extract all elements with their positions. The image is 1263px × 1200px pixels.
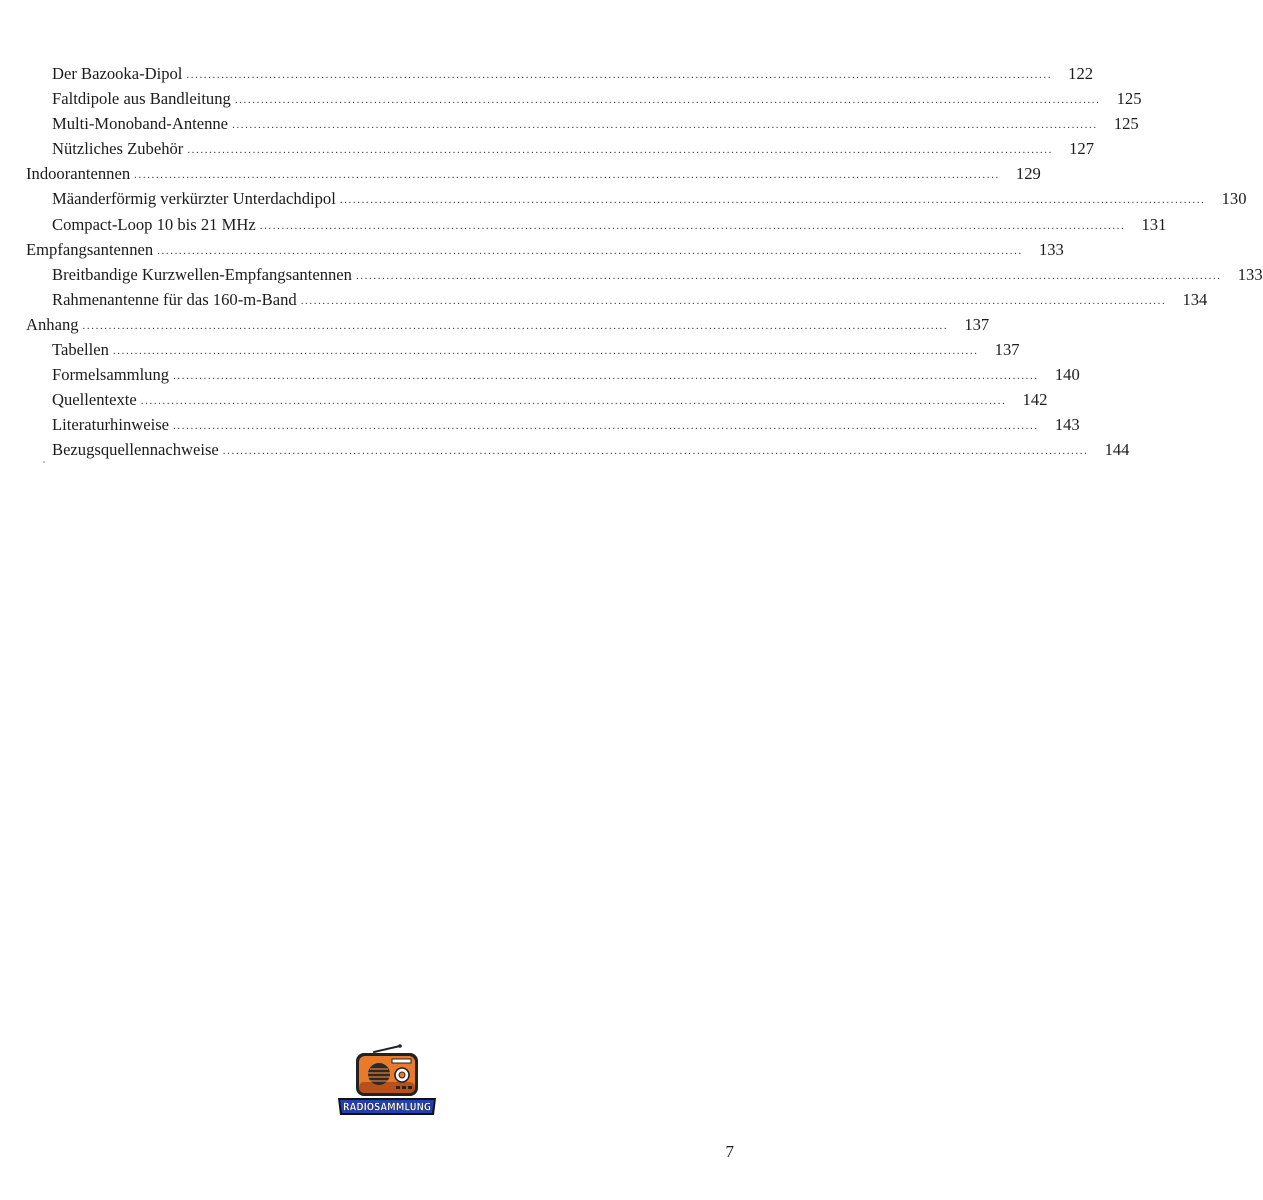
toc-entry-page: 131 <box>1141 214 1167 234</box>
toc-entry-title: Quellentexte <box>52 390 137 410</box>
toc-entry-title: Anhang <box>26 314 79 334</box>
toc-dot-leader <box>187 138 1053 163</box>
toc-dot-leader <box>235 88 1101 113</box>
toc-dot-leader <box>157 239 1023 264</box>
toc-dot-leader <box>173 414 1039 439</box>
toc-entry-page: 144 <box>1104 440 1130 460</box>
toc-entry <box>26 362 1080 387</box>
toc-dot-leader <box>186 63 1052 88</box>
toc-entry-title: Empfangsantennen <box>26 239 154 259</box>
toc-entry-title: Tabellen <box>52 340 109 360</box>
toc-entry-page: 133 <box>1237 264 1263 284</box>
toc-entry-title: Multi-Monoband-Antenne <box>52 114 229 134</box>
radio-icon <box>356 1044 418 1096</box>
toc-entry <box>26 111 1139 136</box>
toc-entry-page: 134 <box>1182 289 1208 309</box>
toc-entry-page: 125 <box>1116 89 1142 109</box>
table-of-contents <box>26 61 1263 463</box>
toc-entry-page: 143 <box>1054 415 1080 435</box>
toc-entry-page: 137 <box>964 314 990 334</box>
toc-entry <box>26 312 990 337</box>
toc-entry-title: Faltdipole aus Bandleitung <box>52 89 231 109</box>
toc-entry-title: Rahmenantenne für das 160-m-Band <box>52 289 297 309</box>
toc-entry-title: Literaturhinweise <box>52 415 170 435</box>
toc-dot-leader <box>83 314 949 339</box>
toc-dot-leader <box>260 214 1126 239</box>
toc-dot-leader <box>340 188 1206 213</box>
toc-entry-title: Compact-Loop 10 bis 21 MHz <box>52 214 256 234</box>
toc-entry-page: 137 <box>994 340 1020 360</box>
toc-entry <box>26 412 1080 437</box>
toc-entry <box>26 136 1094 161</box>
toc-entry-page: 129 <box>1015 164 1041 184</box>
toc-entry <box>26 387 1048 412</box>
toc-dot-leader <box>301 289 1167 314</box>
toc-dot-leader <box>113 339 979 364</box>
toc-entry <box>26 437 1130 462</box>
toc-dot-leader <box>173 364 1039 389</box>
radiosammlung-logo <box>336 1044 438 1116</box>
toc-entry <box>26 287 1208 312</box>
toc-entry-page: 140 <box>1054 365 1080 385</box>
toc-entry <box>26 61 1094 86</box>
toc-entry-title: Indoorantennen <box>26 164 131 184</box>
logo-text: RADIOSAMMLUNG <box>343 1101 431 1114</box>
toc-dot-leader <box>141 389 1007 414</box>
scan-speck <box>43 461 45 463</box>
toc-entry <box>26 262 1263 287</box>
page-number: 7 <box>725 1142 734 1161</box>
toc-dot-leader <box>232 113 1098 138</box>
toc-entry <box>26 212 1167 237</box>
toc-dot-leader <box>134 163 1000 188</box>
toc-entry-page: 127 <box>1069 139 1094 159</box>
toc-entry <box>26 186 1247 211</box>
toc-entry-page: 130 <box>1221 189 1247 209</box>
toc-entry-title: Formelsammlung <box>52 365 170 385</box>
toc-entry <box>26 86 1142 111</box>
toc-entry-page: 125 <box>1113 114 1139 134</box>
toc-entry <box>26 337 1020 362</box>
toc-entry-page: 142 <box>1022 390 1048 410</box>
logo-banner <box>338 1098 436 1115</box>
toc-dot-leader <box>223 439 1089 464</box>
toc-entry-title: Nützliches Zubehör <box>52 139 184 159</box>
toc-entry <box>26 161 1041 186</box>
toc-dot-leader <box>356 264 1222 289</box>
toc-entry-page: 133 <box>1038 239 1064 259</box>
toc-entry-page: 122 <box>1068 64 1094 83</box>
toc-entry-title: Mäanderförmig verkürzter Unterdachdipol <box>52 189 336 209</box>
toc-entry <box>26 237 1064 262</box>
toc-entry-title: Breitbandige Kurzwellen-Empfangsantennen <box>52 264 352 284</box>
toc-entry-title: Der Bazooka-Dipol <box>52 64 183 83</box>
toc-entry-title: Bezugsquellennachweise <box>52 440 219 460</box>
